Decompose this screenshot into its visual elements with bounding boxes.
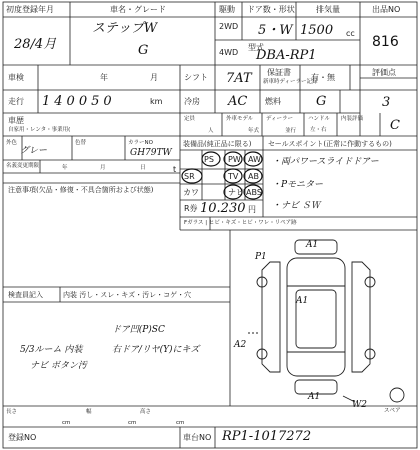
inspector-note: 右ドア/リヤ(Y)にキズ [112, 345, 200, 355]
first-reg-label: 初度登録年月 [6, 5, 54, 14]
equipment-circles [180, 150, 265, 200]
dealer-label: ディーラー [266, 116, 294, 122]
mileage-doc-value: 10.230 [200, 201, 246, 216]
recall-label: 名義変更期限 [6, 163, 40, 169]
mileage-unit: km [150, 97, 163, 106]
equip-pw: PW [228, 155, 241, 164]
sales-point-item: ・ナビ ＳＷ [272, 201, 320, 211]
car-name: ステップW [92, 21, 158, 36]
warranty-label: 保証書 [267, 68, 291, 77]
capacity-unit: 人 [208, 128, 214, 134]
color-value: グレー [20, 146, 48, 156]
interior-label: 内装評価 [341, 116, 364, 122]
equip-sr: SR [184, 172, 195, 181]
door-label: ドア数・形状 [247, 5, 295, 14]
mileage-doc-label: R券 [184, 204, 198, 213]
shift-label: シフト [184, 73, 208, 82]
equip-ps: PS [204, 155, 214, 164]
model-value: DBA-RP1 [256, 48, 317, 63]
width-label: 幅 [86, 409, 92, 415]
ext-type-label: 外車モデル [226, 116, 254, 122]
drive-label: 駆動 [219, 5, 235, 14]
aircon-value: AC [228, 94, 248, 109]
name-grade-label: 車名・グレード [110, 5, 166, 14]
notes-label: 注意事項(欠品・修復・不具合箇所および状態) [8, 186, 154, 194]
equipment-title: 装備品(純正品に限る) [183, 140, 252, 148]
inspector-note: 5/3ルーム 内装 [20, 345, 83, 355]
chassis-value: RP1-1017272 [222, 429, 312, 444]
recall-day: 日 [140, 165, 146, 171]
mark-p1: P1 [255, 252, 267, 262]
inspector-note: ナビ ボタン汚 [30, 361, 87, 371]
car-diagram [248, 240, 404, 402]
warranty-sub: 新車時ディーラー記録 [263, 79, 318, 85]
fuel-value: G [316, 94, 327, 109]
rating-label: 評価点 [372, 68, 396, 77]
sales-point-item: ・Pモニター [272, 180, 324, 190]
spare-label: スペア [384, 408, 401, 414]
length-label: 長さ [6, 409, 18, 415]
inspection-label: 車検 [8, 73, 24, 82]
equip-leather: カワ [183, 188, 199, 197]
height-unit: cm [176, 420, 185, 426]
color-no-value: GH79TW [130, 148, 172, 158]
displacement-label: 排気量 [316, 5, 340, 14]
recall-year: 年 [62, 165, 68, 171]
mark-a2: A2 [234, 340, 247, 350]
displacement-value: 1500 [300, 23, 334, 38]
history-label: 車歴 [8, 116, 24, 125]
t-label: t [173, 165, 177, 174]
defect-legend: Fガラス | ヒビ・キズ・ヒビ・ワレ・リペア跡 [184, 220, 297, 226]
first-reg-value: 28/4月 [14, 37, 57, 52]
door-value: 5・W [258, 23, 293, 38]
mileage-value: 140050 [42, 94, 116, 109]
capacity-label: 定員 [184, 116, 196, 122]
sales-point-item: ・両パワースライドドアー [272, 157, 379, 167]
equip-ab: AB [248, 172, 259, 181]
inspector-label: 検査員記入 [8, 291, 43, 299]
length-unit: cm [62, 420, 71, 426]
equip-navi: ナビ [228, 188, 244, 197]
recall-month: 月 [100, 165, 106, 171]
color-ext-label: 外色 [6, 140, 18, 146]
mileage-doc-unit: 円 [248, 205, 256, 214]
drive-2wd: 2WD [219, 22, 239, 31]
warranty-value: 有・無 [311, 73, 335, 82]
aircon-label: 冷房 [184, 97, 200, 106]
width-unit: cm [128, 420, 137, 426]
mark-w2: W2 [352, 400, 367, 410]
height-label: 高さ [140, 409, 152, 415]
mark-a1: A1 [306, 240, 319, 250]
mileage-label: 走行 [8, 97, 24, 106]
fuel-label: 燃料 [265, 97, 281, 106]
color-no-label: カラーNO [128, 140, 153, 146]
equip-tv: TV [228, 172, 239, 181]
entry-no-label: 出品NO [372, 5, 401, 14]
handle-label: ハンドル [308, 116, 331, 122]
reg-no-label: 登録NO [8, 433, 37, 442]
interior-value: C [390, 118, 400, 133]
history-sub: 自家用・レンタ・事業用( [8, 127, 71, 133]
equip-abs: ABS [246, 188, 262, 197]
sales-points-title: セールスポイント(正常に作動するもの) [268, 140, 392, 148]
mark-a1: A1 [308, 392, 321, 402]
grade-value: G [138, 43, 149, 58]
equip-aw: AW [248, 155, 261, 164]
inspection-month: 月 [150, 73, 158, 82]
dealer-sub: 並行 [285, 128, 297, 134]
inspector-note: ドア凹(P)SC [112, 325, 165, 335]
drive-4wd: 4WD [219, 48, 239, 57]
inspection-year: 年 [100, 73, 108, 82]
shift-value: 7AT [226, 71, 252, 86]
entry-no: 816 [372, 34, 399, 50]
handle-value: 左・右 [310, 127, 327, 133]
displacement-unit: cc [346, 29, 355, 38]
mark-a1: A1 [296, 296, 309, 306]
inspector-legend: 内装 汚し・スレ・キズ・汚レ・コゲ・穴 [63, 291, 192, 299]
model-label: 型式 [248, 43, 264, 52]
chassis-label: 車台NO [183, 433, 212, 442]
rating-value: 3 [382, 95, 391, 110]
color-change-label: 色替 [75, 140, 87, 146]
ext-type-sub: 年式 [248, 128, 260, 134]
